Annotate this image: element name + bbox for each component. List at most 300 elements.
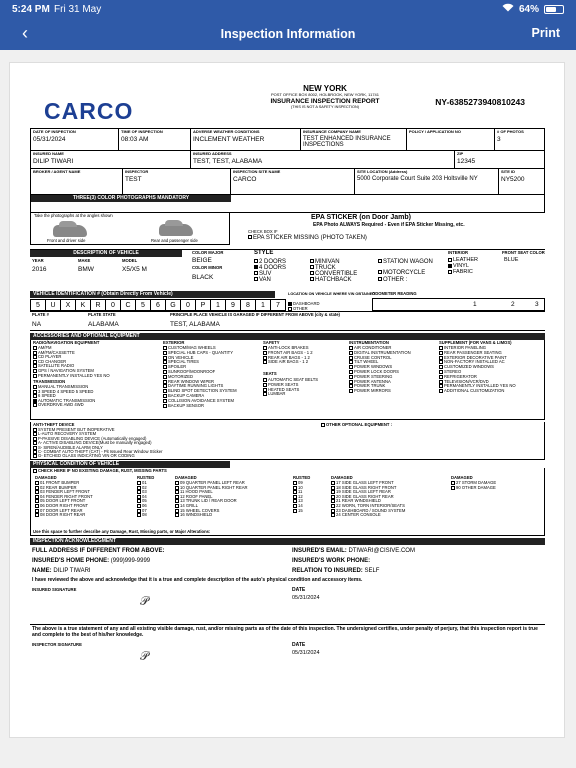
supplement-item-label: NON-FACTORY INSTALLED AC [444, 359, 505, 365]
document-page [9, 62, 565, 738]
antitheft-item-checkbox[interactable] [33, 441, 37, 445]
supplement-item-checkbox[interactable] [439, 351, 443, 355]
relation-value: SELF [364, 568, 380, 574]
damage-item-label: 19 SIDE GLASS LEFT REAR [336, 489, 391, 495]
antitheft-item-checkbox[interactable] [33, 446, 37, 450]
style-checkbox[interactable] [310, 271, 314, 275]
rust-item-checkbox[interactable] [293, 499, 297, 503]
damage-item-label: 90 OTHER DAMAGE [456, 484, 496, 490]
dashboard-checkbox[interactable] [288, 302, 292, 306]
exterior-item-checkbox[interactable] [163, 375, 167, 379]
safety-item-label: FRONT AIR BAGS - 1 2 [268, 349, 313, 355]
damage-item[interactable] [35, 513, 85, 518]
rust-item[interactable] [137, 513, 147, 518]
instrumentation-item-checkbox[interactable] [349, 346, 353, 350]
plate-state-label: PLATE STATE [88, 312, 116, 317]
instrumentation-item-checkbox[interactable] [349, 356, 353, 360]
damage-item-label: 06 DOOR RIGHT FRONT [40, 503, 89, 509]
rust-item-checkbox[interactable] [293, 481, 297, 485]
radio-item-checkbox[interactable] [33, 374, 37, 378]
epa-missing[interactable] [248, 235, 367, 242]
instrumentation-item-label: POWER LOCK DOORS [354, 369, 399, 375]
zip-value: 12345 [457, 157, 476, 165]
site-cell [231, 169, 355, 195]
relation-label: RELATION TO INSURED: [292, 568, 363, 574]
battery-icon [544, 5, 564, 14]
inspector-signature-label: INSPECTOR SIGNATURE [32, 642, 82, 647]
document-viewer[interactable] [0, 50, 576, 768]
exterior-item-label: DAYTIME RUNNING LIGHTS [168, 383, 224, 389]
antitheft-item-checkbox[interactable] [33, 428, 37, 432]
rust-item-checkbox[interactable] [137, 504, 141, 508]
instrumentation-item-checkbox[interactable] [349, 365, 353, 369]
accessories-grid [30, 340, 545, 420]
interior-checkbox[interactable] [448, 258, 452, 262]
radio-item-checkbox[interactable] [33, 369, 37, 373]
odometer-box [372, 298, 545, 311]
email-row [292, 548, 415, 555]
nav-title: Inspection Information [220, 27, 356, 41]
rust-item-checkbox[interactable] [293, 504, 297, 508]
exterior-item-checkbox[interactable] [163, 370, 167, 374]
exterior-item-checkbox[interactable] [163, 351, 167, 355]
supplement-item-label: REAR PASSENGER SEATING [444, 349, 502, 355]
work-phone-label: INSURED'S WORK PHONE: [292, 558, 371, 564]
instrumentation-item-label: POWER WINDOWS [354, 364, 393, 370]
damage-item-label: 09 QUARTER PANEL LEFT REAR [180, 480, 245, 486]
supplement-item-checkbox[interactable] [439, 360, 443, 364]
rust-item-checkbox[interactable] [137, 513, 141, 517]
supplement-item-checkbox[interactable] [439, 365, 443, 369]
style-checkbox[interactable] [378, 259, 382, 263]
supplement-item-checkbox[interactable] [439, 346, 443, 350]
exterior-item-checkbox[interactable] [163, 346, 167, 350]
insured-date-label: DATE [292, 587, 306, 593]
style-option[interactable] [310, 277, 352, 284]
rust-item-checkbox[interactable] [137, 499, 141, 503]
vin-char: C [121, 300, 136, 312]
damage-item[interactable] [175, 513, 212, 518]
color-minor-value: BLACK [192, 274, 214, 281]
rust-item-label: 08 [142, 512, 147, 518]
car-rear-image [159, 224, 193, 236]
damage-item-checkbox[interactable] [175, 495, 179, 499]
transmission-item-checkbox[interactable] [33, 399, 37, 403]
site-label: INSPECTION SITE NAME [233, 169, 281, 174]
model-value: X5/X5 M [122, 266, 147, 273]
interior-option[interactable] [448, 269, 473, 275]
style-checkbox[interactable] [310, 265, 314, 269]
instrumentation-item-checkbox[interactable] [349, 351, 353, 355]
damage-item-checkbox[interactable] [35, 490, 39, 494]
damage-item-checkbox[interactable] [175, 499, 179, 503]
exterior-item-checkbox[interactable] [163, 399, 167, 403]
company-value: TEST ENHANCED INSURANCE INSPECTIONS [303, 135, 391, 149]
style-option[interactable] [378, 259, 433, 266]
time-value: 08:03 AM [121, 135, 149, 143]
instrumentation-item-checkbox[interactable] [349, 384, 353, 388]
seats-item-checkbox[interactable] [263, 378, 267, 382]
damage-item-checkbox[interactable] [35, 499, 39, 503]
exterior-item-checkbox[interactable] [163, 356, 167, 360]
insured-address-cell [191, 151, 455, 169]
supplement-item-checkbox[interactable] [439, 380, 443, 384]
instrumentation-item-checkbox[interactable] [349, 370, 353, 374]
vin-section [30, 291, 545, 311]
supplement-item-checkbox[interactable] [439, 356, 443, 360]
seats-item-label: LUMBAR [268, 391, 286, 397]
style-option-label: CONVERTIBLE [315, 271, 358, 277]
style-checkbox[interactable] [310, 277, 314, 281]
status-time: 5:24 PM [12, 4, 50, 15]
damage-item-label: 13 TRUNK LID / REAR DOOR [180, 498, 237, 504]
inspector-cell [123, 169, 231, 195]
damage-item-checkbox[interactable] [331, 513, 335, 517]
exterior-item-checkbox[interactable] [163, 394, 167, 398]
instrumentation-item-checkbox[interactable] [349, 375, 353, 379]
instrumentation-item-label: AIR CONDITIONER [354, 345, 392, 351]
epa-missing-checkbox[interactable] [248, 235, 252, 239]
style-option[interactable] [254, 277, 271, 284]
safety-item-label: SIDE AIR BAGS - 1 2 [268, 359, 309, 365]
site-id-value: NY5200 [501, 175, 525, 183]
antitheft-item-checkbox[interactable] [33, 437, 37, 441]
antitheft-item-checkbox[interactable] [33, 450, 37, 454]
safety-item-checkbox[interactable] [263, 351, 267, 355]
safety-item-label: ANTI-LOCK BRAKES [268, 345, 309, 351]
safety-item-label: REAR AIR BAGS - 1 2 [268, 354, 310, 360]
print-button[interactable]: Print [531, 26, 560, 40]
damage-item-checkbox[interactable] [331, 509, 335, 513]
damage-item-label: 20 SIDE GLASS RIGHT REAR [336, 493, 394, 499]
radio-item-checkbox[interactable] [33, 355, 37, 359]
supplement-item-label: TELEVISION/VCR/DVD [444, 378, 489, 384]
style-option[interactable] [378, 277, 407, 284]
style-option-label: MOTORCYCLE [383, 270, 426, 276]
instrumentation-title-label: INSTRUMENTATION [349, 340, 389, 345]
other-equipment [321, 423, 392, 428]
damage-item-label: 08 DOOR RIGHT REAR [40, 512, 86, 518]
odometer-label: ODOMETER READING [372, 291, 417, 296]
style-checkbox[interactable] [310, 259, 314, 263]
interior-checkbox[interactable] [448, 264, 452, 268]
year-value: 2016 [32, 266, 47, 273]
exterior-item-label: SPECIAL TIRES [168, 359, 199, 365]
antitheft-item-checkbox[interactable] [33, 432, 37, 436]
safety-item-checkbox[interactable] [263, 360, 267, 364]
no-damage-check[interactable] [33, 469, 167, 474]
date-cell [31, 129, 119, 151]
seats-title-label: SEATS [263, 371, 277, 376]
damage-item-checkbox[interactable] [451, 481, 455, 485]
style-checkbox[interactable] [254, 271, 258, 275]
rear-caption: Rear and passenger side [151, 238, 198, 243]
photos-value: 3 [497, 135, 501, 143]
insured-address-label: INSURED ADDRESS [193, 151, 232, 156]
antitheft-item[interactable] [33, 454, 135, 459]
inspector-date-label: DATE [292, 642, 306, 648]
other-equipment-label: OTHER OPTIONAL EQUIPMENT : [326, 422, 392, 428]
damage-item-label: 23 DASHBOARD / SOUND SYSTEM [336, 507, 406, 513]
rust-item-checkbox[interactable] [137, 509, 141, 513]
make-label: MAKE [78, 258, 91, 263]
insured-cell [31, 151, 191, 169]
interior-checkbox[interactable] [448, 270, 452, 274]
radio-item-checkbox[interactable] [33, 351, 37, 355]
style-option-label: TRUCK [315, 265, 336, 271]
damage-item-checkbox[interactable] [35, 481, 39, 485]
interior-option-label: FABRIC [453, 269, 473, 275]
damage-item-checkbox[interactable] [35, 486, 39, 490]
exterior-item-checkbox[interactable] [163, 389, 167, 393]
epa-subtitle: EPA Photo ALWAYS Required - Even if EPA Sticker Missing, etc. [313, 222, 465, 228]
insured-signature-label: INSURED SIGNATURE [32, 587, 77, 592]
damage-item[interactable] [331, 513, 381, 518]
name-row [32, 568, 91, 575]
photos-bar: THREE(3) COLOR PHOTOGRAPHS MANDATORY [31, 195, 231, 202]
damaged-title-4-label: DAMAGED [451, 475, 473, 480]
supplement-item[interactable] [439, 389, 504, 394]
instrumentation-item-label: POWER TRUNK [354, 383, 386, 389]
car-front-image [53, 225, 87, 237]
home-phone-label: INSURED'S HOME PHONE: [32, 558, 110, 564]
safety-item-checkbox[interactable] [263, 356, 267, 360]
exterior-item-label: SUNROOF/MOONROOF [168, 369, 216, 375]
style-checkbox[interactable] [254, 277, 258, 281]
instrumentation-item-label: POWER STEERING [354, 373, 393, 379]
site-value: CARCO [233, 175, 257, 183]
antitheft-item-checkbox[interactable] [33, 454, 37, 458]
damage-item-checkbox[interactable] [35, 495, 39, 499]
photos-label: # OF PHOTOS [497, 129, 524, 134]
transmission-item-checkbox[interactable] [33, 403, 37, 407]
status-right [502, 3, 564, 15]
style-checkbox[interactable] [378, 270, 382, 274]
antitheft-item-label: L-AUTO RECOVERY SYSTEM [38, 431, 97, 437]
transmission-title-label: TRANSMISSION [33, 379, 66, 384]
damage-item-checkbox[interactable] [175, 481, 179, 485]
transmission-item-checkbox[interactable] [33, 390, 37, 394]
style-option[interactable] [378, 270, 425, 277]
antitheft-item-label: A- ACTIVE DISABLING DEVICE(Must be manually engaged) [38, 440, 152, 446]
vin-char: 0 [181, 300, 196, 312]
no-damage-label: CHECK HERE IF NO EXISTING DAMAGE, RUST, MISSING PARTS [38, 468, 167, 474]
damage-item-label: 03 FENDER LEFT FRONT [40, 489, 90, 495]
damage-item-checkbox[interactable] [175, 486, 179, 490]
radio-item-label: CD PLAYER [38, 354, 62, 360]
site-location-value: 5000 Corporate Court Suite 203 Holtsville NY [357, 175, 478, 182]
rust-item[interactable] [293, 509, 303, 514]
damage-item-label: 18 SIDE GLASS RIGHT FRONT [336, 484, 397, 490]
damage-item[interactable] [451, 486, 496, 491]
damage-item-checkbox[interactable] [175, 504, 179, 508]
damage-item-checkbox[interactable] [451, 486, 455, 490]
battery-fill [546, 7, 556, 12]
antitheft-item-label: G- ETCHED GLASS INDICATING VIN OR CODING [38, 453, 135, 459]
weather-label: ADVERSE WEATHER CONDITIONS [193, 129, 260, 134]
radio-item[interactable] [33, 374, 110, 379]
vin-char: X [61, 300, 76, 312]
radio-item-checkbox[interactable] [33, 360, 37, 364]
rust-item-label: 07 [142, 507, 147, 513]
damage-item-checkbox[interactable] [175, 490, 179, 494]
photos-cell [495, 129, 544, 151]
no-damage-checkbox[interactable] [33, 469, 37, 473]
seats-item-checkbox[interactable] [263, 392, 267, 396]
radio-item-checkbox[interactable] [33, 364, 37, 368]
chevron-left-icon[interactable]: ‹ [22, 23, 28, 43]
rust-item-checkbox[interactable] [293, 495, 297, 499]
rust-item-checkbox[interactable] [137, 481, 141, 485]
style-checkbox[interactable] [254, 265, 258, 269]
damaged-title-1-label: DAMAGED [35, 475, 57, 480]
exterior-item-checkbox[interactable] [163, 365, 167, 369]
safety-item-checkbox[interactable] [263, 346, 267, 350]
exterior-item-label: REAR WINDOW WIPER [168, 378, 215, 384]
damage-item-label: 12 ROOF PANEL [180, 493, 213, 499]
rust-item-label: 13 [298, 498, 303, 504]
supplement-item-checkbox[interactable] [439, 370, 443, 374]
exterior-title-label: EXTERIOR [163, 340, 185, 345]
email-value: DTIWARI@CISIVE.COM [348, 548, 415, 554]
exterior-item-label: MOTORIZED [168, 373, 194, 379]
supplement-item-checkbox[interactable] [439, 384, 443, 388]
seats-item-checkbox[interactable] [263, 388, 267, 392]
rust-item-label: 11 [298, 489, 303, 495]
damage-item-checkbox[interactable] [35, 504, 39, 508]
vin-char: 8 [241, 300, 256, 312]
insured-address-value: TEST, TEST, ALABAMA [193, 157, 263, 165]
style-checkbox[interactable] [378, 277, 382, 281]
home-phone [32, 558, 150, 565]
exterior-item-checkbox[interactable] [163, 404, 167, 408]
exterior-item-checkbox[interactable] [163, 384, 167, 388]
radio-item-checkbox[interactable] [33, 346, 37, 350]
interior-option-label: VINYL [453, 263, 469, 269]
damage-item-checkbox[interactable] [331, 481, 335, 485]
weather-value: INCLEMENT WEATHER [193, 135, 265, 143]
supplement-item-label: REFRIGERATOR [444, 373, 477, 379]
policy-cell [407, 129, 495, 151]
damage-item-checkbox[interactable] [331, 499, 335, 503]
full-address-label: FULL ADDRESS IF DIFFERENT FROM ABOVE: [32, 548, 165, 554]
email-label: INSURED'S EMAIL: [292, 548, 347, 554]
style-option-label: 4 DOORS [259, 265, 287, 271]
safety-item[interactable] [263, 360, 308, 365]
damage-item-checkbox[interactable] [35, 509, 39, 513]
header-title: INSURANCE INSPECTION REPORT [270, 97, 380, 105]
vin-char: K [76, 300, 91, 312]
company-label: INSURANCE COMPANY NAME [303, 129, 361, 134]
rust-item-checkbox[interactable] [137, 495, 141, 499]
seats-item[interactable] [263, 392, 285, 397]
rust-item-checkbox[interactable] [293, 486, 297, 490]
insured-label: INSURED NAME [33, 151, 64, 156]
vin-location-label: LOCATION ON VEHICLE WHERE VIN OBTAINED [288, 292, 375, 296]
exterior-item-checkbox[interactable] [163, 380, 167, 384]
inspector-signature: 𝒫 [140, 649, 149, 663]
instrumentation-item[interactable] [349, 389, 391, 394]
antitheft-item-label: SYSTEM PRESENT BUT INOPERATIVE [38, 427, 115, 433]
plate-state-value: ALABAMA [88, 321, 119, 328]
radio-title-label: RADIO/NAVIGATION EQUIPMENT [33, 340, 100, 345]
style-checkbox[interactable] [254, 259, 258, 263]
damage-item-checkbox[interactable] [331, 495, 335, 499]
rust-item-label: 14 [298, 503, 303, 509]
damage-item-checkbox[interactable] [331, 490, 335, 494]
rust-item-label: 06 [142, 503, 147, 509]
damage-section [30, 468, 545, 536]
style-option-label: SUV [259, 271, 272, 277]
rust-item-checkbox[interactable] [137, 490, 141, 494]
vin-char: 7 [271, 300, 286, 312]
antitheft-item-label: S- SIREN/AUDIBLE ALARM ONLY [38, 444, 103, 450]
transmission-item[interactable] [33, 403, 84, 408]
transmission-item-label: 6 SPEED [38, 393, 56, 399]
epa-section [245, 213, 545, 245]
rust-item-checkbox[interactable] [293, 490, 297, 494]
antitheft-title: ANTI-THEFT DEVICE [33, 422, 75, 427]
instrumentation-item-checkbox[interactable] [349, 360, 353, 364]
insured-signature: 𝒫 [140, 594, 149, 608]
vehicle-bar: DESCRIPTION OF VEHICLE [30, 250, 182, 257]
exterior-item-checkbox[interactable] [163, 360, 167, 364]
damage-item-label: 10 QUARTER PANEL RIGHT REAR [180, 484, 248, 490]
other-equipment-checkbox[interactable] [321, 423, 325, 427]
damage-bar: PHYSICAL CONDITION OF VEHICLE [30, 461, 230, 468]
time-label: TIME OF INSPECTION [121, 129, 163, 134]
damage-item-checkbox[interactable] [35, 513, 39, 517]
battery-percent: 64% [518, 3, 539, 15]
seats-item-checkbox[interactable] [263, 383, 267, 387]
rusted-title-2-label: RUSTED [293, 475, 311, 480]
insured-date-value: 05/31/2024 [292, 595, 320, 601]
damage-item-checkbox[interactable] [175, 509, 179, 513]
supplement-item-checkbox[interactable] [439, 375, 443, 379]
radio-item-label: CD CHANGER [38, 358, 67, 364]
name-value: DILIP TIWARI [53, 568, 91, 574]
damage-note: Use this space to further describe any Damage, Rust, Missing parts, or Major Alterations: [33, 529, 211, 534]
supplement-item-checkbox[interactable] [439, 389, 443, 393]
accessories-bar: ACCESSORIES AND OPTIONAL EQUIPMENT [30, 333, 545, 340]
home-phone-value: (999)999-9999 [110, 558, 151, 564]
odometer-2: 2 [511, 301, 515, 308]
style-label: STYLE [254, 250, 274, 256]
color-minor-label: COLOR MINOR [192, 265, 223, 270]
transmission-item-checkbox[interactable] [33, 385, 37, 389]
certification-section [30, 624, 545, 676]
damage-item-checkbox[interactable] [331, 486, 335, 490]
rust-item-checkbox[interactable] [137, 486, 141, 490]
vin-char: U [46, 300, 61, 312]
site-id-label: SITE ID [501, 169, 516, 174]
transmission-item-checkbox[interactable] [33, 394, 37, 398]
instrumentation-item-checkbox[interactable] [349, 389, 353, 393]
damage-item-label: 14 GRILL [180, 503, 198, 509]
other-location-label: OTHER [293, 306, 308, 312]
exterior-item[interactable] [163, 404, 204, 409]
instrumentation-item-checkbox[interactable] [349, 380, 353, 384]
exterior-item-label: SPECIAL HUB CAPS - QUANTITY [168, 349, 233, 355]
damage-item-checkbox[interactable] [175, 513, 179, 517]
photo-note: Take the photographs at the angles shown [34, 213, 113, 218]
seat-color-label: FRONT SEAT COLOR [502, 250, 545, 255]
year-label: YEAR [32, 258, 44, 263]
damage-item-checkbox[interactable] [331, 504, 335, 508]
damage-item-label: 15 WHEEL COVERS [180, 507, 220, 513]
vin-char: 9 [226, 300, 241, 312]
rust-item-checkbox[interactable] [293, 509, 297, 513]
